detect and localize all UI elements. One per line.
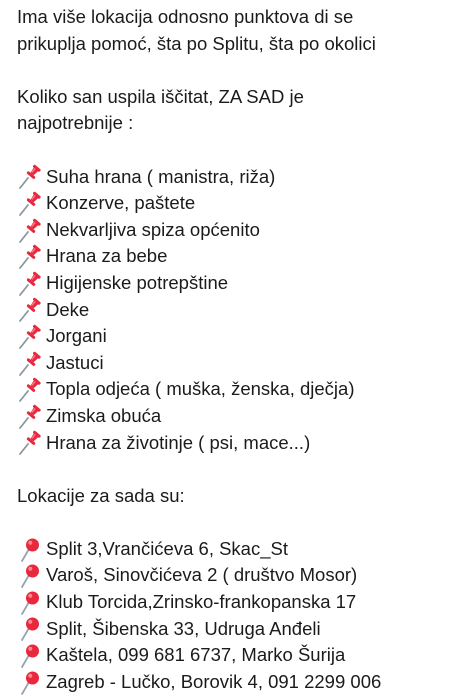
locations-heading: Lokacije za sada su:	[17, 484, 185, 506]
list-item-text: Suha hrana ( manistra, riža)	[46, 165, 276, 187]
list-item-text: Nekvarljiva spiza općenito	[46, 218, 260, 240]
list-item-text: Klub Torcida,Zrinsko-frankopanska 17	[46, 591, 357, 613]
list-item-text: Higijenske potrepštine	[46, 271, 229, 293]
list-item	[17, 243, 454, 270]
spacer	[17, 456, 454, 483]
list-item-text: Kaštela, 099 681 6737, Marko Šurija	[46, 644, 346, 666]
spacer	[17, 509, 454, 536]
pushpin-icon	[17, 430, 43, 456]
pushpin-icon	[17, 218, 43, 244]
list-item	[17, 270, 454, 297]
list-item	[17, 536, 454, 563]
pushpin-icon	[17, 164, 43, 190]
list-item-text: Hrana za bebe	[46, 245, 168, 267]
list-item	[17, 190, 454, 217]
list-item-text: Deke	[46, 298, 90, 320]
pushpin-icon	[17, 191, 43, 217]
intro-line-2: prikuplja pomoć, šta po Splitu, šta po okolici	[17, 32, 376, 54]
list-item	[17, 616, 454, 643]
pushpin-icon	[17, 351, 43, 377]
list-item-text: Konzerve, paštete	[46, 192, 196, 214]
pushpin-icon	[17, 244, 43, 270]
needs-list	[17, 164, 454, 457]
list-item	[17, 642, 454, 669]
list-item-text: Topla odjeća ( muška, ženska, dječja)	[46, 378, 355, 400]
list-item-text: Zagreb - Lučko, Borovik 4, 091 2299 006	[46, 670, 382, 692]
round-pushpin-icon	[17, 670, 43, 696]
list-item-text: Zimska obuća	[46, 404, 162, 426]
list-item-text: Split 3,Vrančićeva 6, Skac_St	[46, 537, 288, 559]
round-pushpin-icon	[17, 643, 43, 669]
round-pushpin-icon	[17, 537, 43, 563]
list-item-text: Split, Šibenska 33, Udruga Anđeli	[46, 617, 321, 639]
list-item-text: Jorgani	[46, 325, 107, 347]
pushpin-icon	[17, 297, 43, 323]
locations-list	[17, 536, 454, 696]
needs-heading-line-2: najpotrebnije :	[17, 112, 134, 134]
list-item	[17, 430, 454, 457]
pushpin-icon	[17, 271, 43, 297]
round-pushpin-icon	[17, 616, 43, 642]
list-item	[17, 350, 454, 377]
round-pushpin-icon	[17, 590, 43, 616]
pushpin-icon	[17, 404, 43, 430]
list-item-text: Varoš, Sinovčićeva 2 ( društvo Mosor)	[46, 564, 358, 586]
list-item	[17, 297, 454, 324]
intro-line-1: Ima više lokacija odnosno punktova di se	[17, 6, 354, 27]
pushpin-icon	[17, 377, 43, 403]
list-item	[17, 589, 454, 616]
list-item-text: Hrana za životinje ( psi, mace...)	[46, 431, 311, 453]
list-item	[17, 217, 454, 244]
pushpin-icon	[17, 324, 43, 350]
list-item	[17, 403, 454, 430]
list-item	[17, 164, 454, 191]
list-item-text: Jastuci	[46, 351, 104, 373]
list-item	[17, 323, 454, 350]
spacer	[17, 57, 454, 84]
list-item	[17, 562, 454, 589]
round-pushpin-icon	[17, 563, 43, 589]
list-item	[17, 376, 454, 403]
spacer	[17, 137, 454, 164]
list-item	[17, 669, 454, 696]
needs-heading-line-1: Koliko san uspila iščitat, ZA SAD je	[17, 85, 304, 107]
